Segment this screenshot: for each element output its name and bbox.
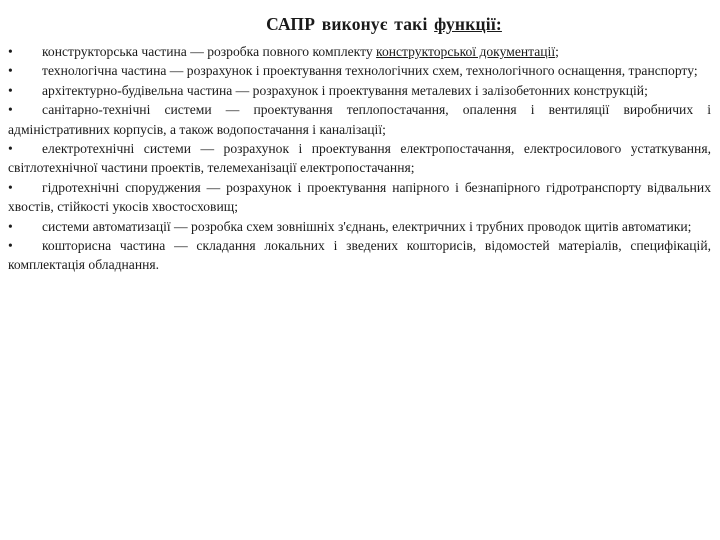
list-item	[8, 61, 711, 80]
bullet-icon: •	[8, 63, 13, 79]
bullet-icon: •	[8, 141, 13, 157]
bullet-icon: •	[8, 82, 13, 98]
item-text: гідротехнічні споруджения — розрахунок і проектування напірного і безнапірного гідротранспорту відвальних хвостів, стійкості укосів хвостосховищ;	[8, 179, 711, 215]
bullet-icon: •	[8, 44, 13, 59]
item-text: системи автоматизації — розробка схем зовнішніх з'єднань, електричних і трубних проводок щитів автоматики;	[42, 218, 692, 234]
bullet-icon: •	[8, 218, 13, 234]
title-text: САПР виконує такі	[266, 14, 435, 34]
list-item	[8, 100, 711, 139]
item-text: електротехнічні системи — розрахунок і проектування електропостачання, електросилового устаткування, світлотехнічної частини проектів, телемеханізації електропостачання;	[8, 141, 711, 176]
item-tail: ;	[555, 44, 559, 59]
functions-list	[8, 42, 711, 275]
list-item	[8, 178, 711, 217]
list-item	[8, 217, 711, 236]
list-item	[8, 236, 711, 275]
list-item	[8, 81, 711, 100]
item-text: санітарно-технічні системи — проектування теплопостачання, опалення і вентиляції виробничих і адміністративних корпусів, а також водопостачання і каналізації;	[8, 102, 711, 137]
documentation-link[interactable]: конструкторської документації	[376, 44, 556, 59]
bullet-icon: •	[8, 102, 13, 118]
slide-title	[0, 14, 720, 35]
bullet-icon: •	[8, 238, 13, 254]
item-text: кошторисна частина — складання локальних і зведених кошторисів, відомостей матеріалів, специфікацій, комплектація обладнання.	[8, 238, 711, 273]
list-item	[8, 139, 711, 178]
item-text: архітектурно-будівельна частина — розрахунок і проектування металевих і залізобетонних конструкцій;	[42, 82, 648, 98]
list-item	[8, 42, 711, 61]
item-text: технологічна частина — розрахунок і проектування технологічних схем, технологічного оснащення, транспорту;	[42, 63, 698, 79]
bullet-icon: •	[8, 179, 13, 195]
item-text: конструкторська частина — розробка повного комплекту	[42, 44, 377, 59]
title-underlined-text: функції:	[434, 14, 502, 34]
